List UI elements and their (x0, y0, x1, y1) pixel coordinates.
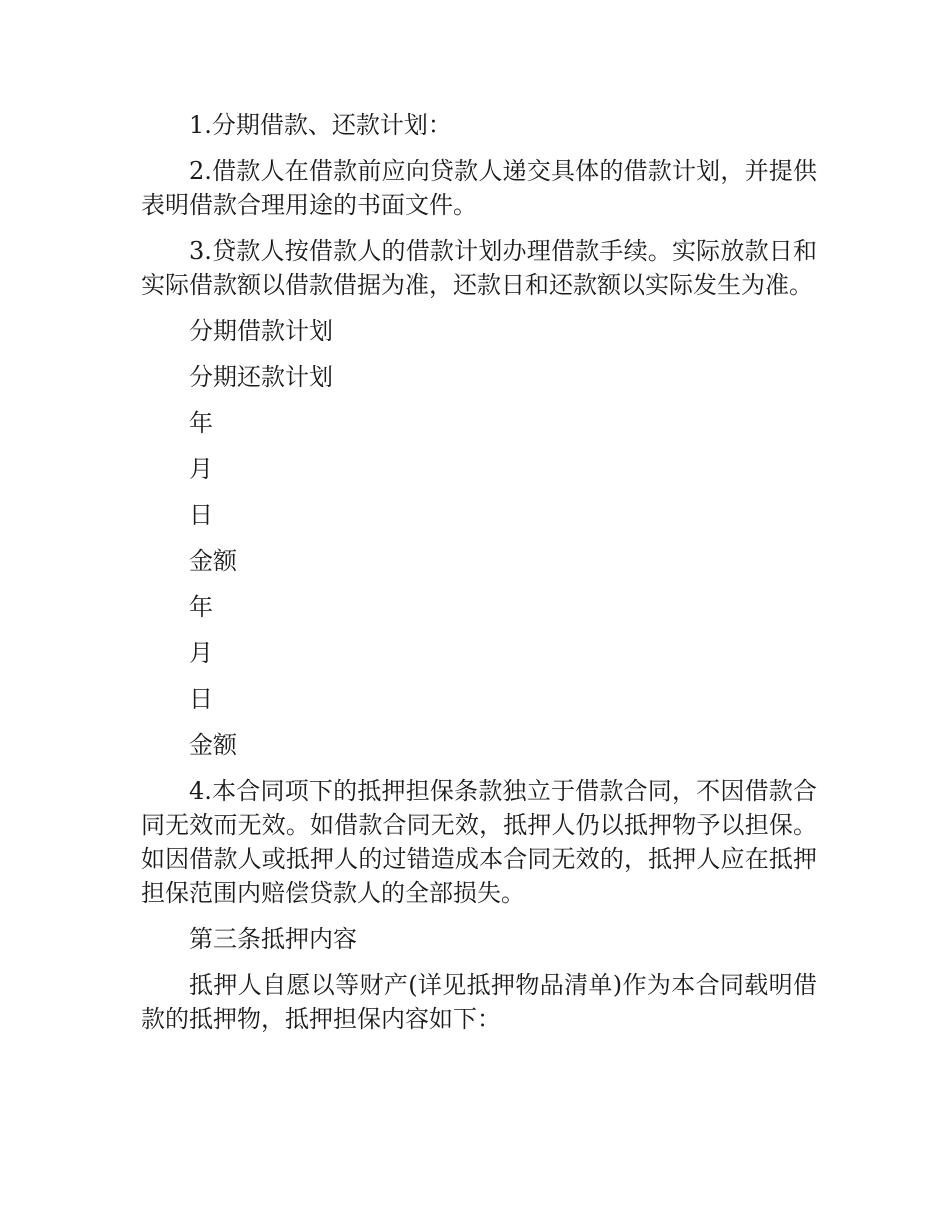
repayment-day-label: 日 (189, 685, 213, 713)
repayment-month-label: 月 (189, 639, 213, 667)
repayment-year-label: 年 (189, 593, 213, 621)
installment-repayment-plan-heading: 分期还款计划 (189, 363, 333, 391)
article-3-heading: 第三条抵押内容 (189, 925, 357, 953)
clause-2-borrowing-plan: 2.借款人在借款前应向贷款人递交具体的借款计划，并提供表明借款合理用途的书面文件。 (141, 157, 817, 219)
borrowing-amount-label: 金额 (189, 547, 237, 575)
borrowing-day-label: 日 (189, 501, 213, 529)
document-body (141, 108, 817, 1048)
clause-4-mortgage-independence: 4.本合同项下的抵押担保条款独立于借款合同，不因借款合同无效而无效。如借款合同无效，抵押人仍以抵押物予以担保。如因借款人或抵押人的过错造成本合同无效的，抵押人应在抵押担保范围内赔偿贷款人的全部损失。 (141, 777, 817, 907)
repayment-amount-label: 金额 (189, 731, 237, 759)
borrowing-month-label: 月 (189, 455, 213, 483)
installment-borrowing-plan-heading: 分期借款计划 (189, 317, 333, 345)
mortgage-content-intro: 抵押人自愿以等财产(详见抵押物品清单)作为本合同载明借款的抵押物，抵押担保内容如下： (141, 971, 817, 1033)
clause-1-installment-plan: 1.分期借款、还款计划： (189, 111, 452, 139)
borrowing-year-label: 年 (189, 409, 213, 437)
clause-3-loan-procedure: 3.贷款人按借款人的借款计划办理借款手续。实际放款日和实际借款额以借款借据为准，还款日和还款额以实际发生为准。 (141, 237, 817, 299)
